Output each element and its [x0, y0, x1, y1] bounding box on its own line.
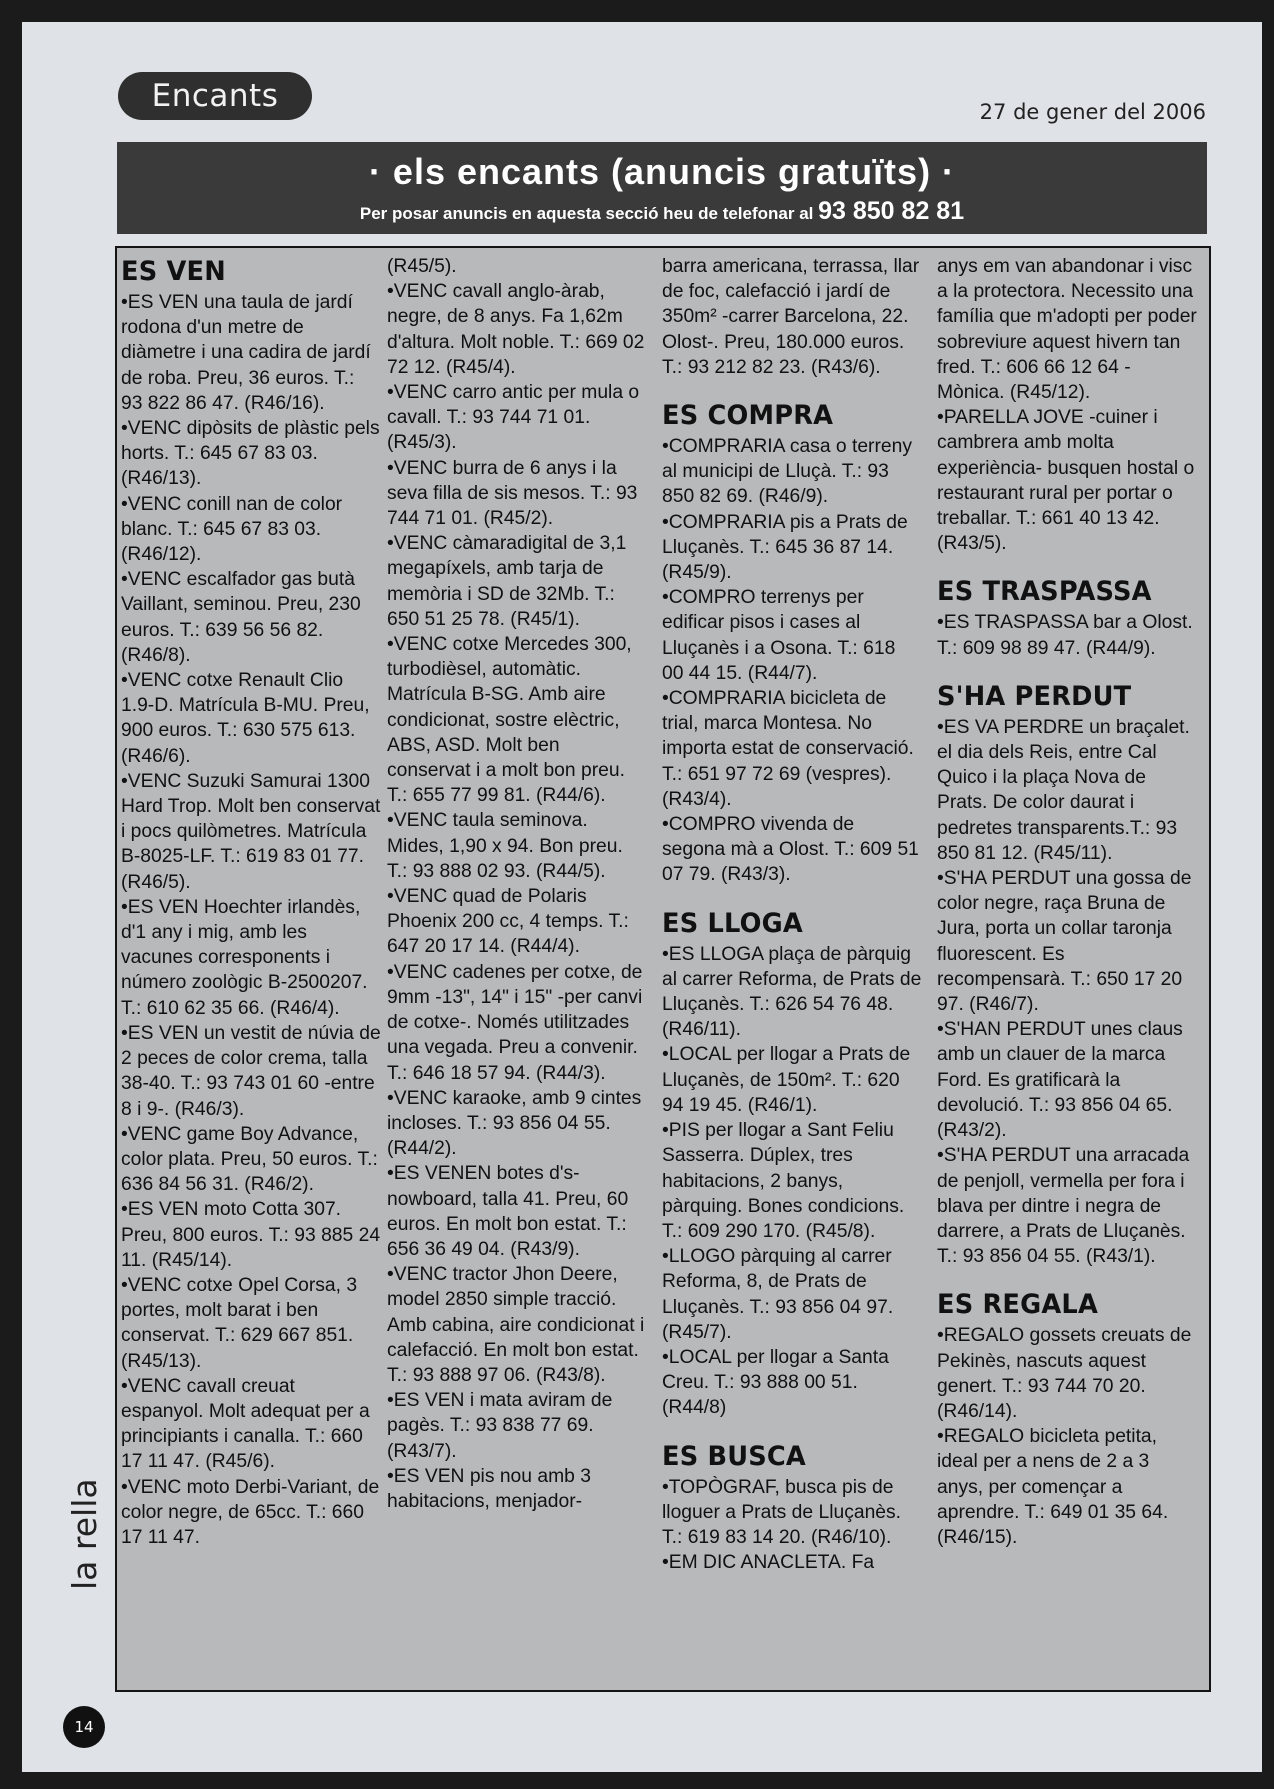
- classified-ad: •PARELLA JOVE -cuiner i cambrera amb molta experiència- busquen hostal o restaurant rural per portar o treballar. T.: 661 40 13 42. (R43/5).: [937, 407, 1195, 555]
- classified-ad: •ES VEN Hoechter irlandès, d'1 any i mig, amb les vacunes corresponents i número zoològic B-2500207. T.: 610 62 35 66. (R46/4).: [121, 896, 368, 1019]
- classified-ad: •LOCAL per llogar a Santa Creu. T.: 93 888 00 51. (R44/8): [662, 1346, 889, 1419]
- classified-ad: •VENC Suzuki Samurai 1300 Hard Trop. Molt ben conservat i pocs quilòmetres. Matrícula B-8025-LF. T.: 619 83 01 77. (R46/5).: [121, 770, 381, 893]
- classified-ad: •VENC quad de Polaris Phoenix 200 cc, 4 temps. T.: 647 20 17 14. (R44/4).: [387, 886, 629, 958]
- category-heading: ES COMPRA: [662, 400, 834, 432]
- ads-column-4: [937, 254, 1197, 1550]
- classified-ad: •ES VEN i mata aviram de pagès. T.: 93 838 77 69. (R43/7).: [387, 1390, 613, 1462]
- classified-ad: •LLOGO pàrquing al carrer Reforma, 8, de Prats de Lluçanès. T.: 93 856 04 97. (R45/7).: [662, 1246, 894, 1343]
- category-heading: ES VEN: [121, 256, 226, 287]
- classified-ad: •ES VEN moto Cotta 307. Preu, 800 euros. T.: 93 885 24 11. (R45/14).: [121, 1199, 381, 1271]
- classified-ad: •ES VEN un vestit de núvia de 2 peces de color crema, talla 38-40. T.: 93 743 01 60 -entre 8 i 9-. (R46/3).: [121, 1022, 381, 1120]
- classified-ad: •VENC cotxe Renault Clio 1.9-D. Matrícula B-MU. Preu, 900 euros. T.: 630 575 613. (R46/6).: [121, 670, 370, 767]
- classified-ad: •VENC cotxe Opel Corsa, 3 portes, molt barat i ben conservat. T.: 629 667 851. (R45/13).: [121, 1274, 358, 1372]
- ads-column-1: [121, 254, 381, 1550]
- classified-ad: •LOCAL per llogar a Prats de Lluçanès, de 150m². T.: 620 94 19 45. (R46/1).: [662, 1044, 911, 1116]
- classified-ad: •VENC cotxe Mercedes 300, turbodièsel, automàtic. Matrícula B-SG. Amb aire condicionat, sostre elèctric, ABS, ASD. Molt ben conservat i a molt bon preu. T.: 655 77 99 81. (R44/6).: [387, 634, 632, 807]
- section-label: Encants: [118, 72, 312, 120]
- classified-ad: anys em van abandonar i visc a la protectora. Necessito una família que m'adopti per poder sobreviure aquest hivern tan fred. T.: 606 66 12 64 - Mònica. (R45/12).: [937, 256, 1197, 404]
- classified-ad: •VENC moto Derbi-Variant, de color negre, de 65cc. T.: 660 17 11 47.: [121, 1476, 380, 1548]
- classified-ad: •VENC carro antic per mula o cavall. T.: 93 744 71 01. (R45/3).: [387, 382, 640, 454]
- classified-ad: •VENC conill nan de color blanc. T.: 645 67 83 03. (R46/12).: [121, 493, 343, 566]
- classified-ad: •S'HA PERDUT una arracada de penjoll, vermella per fora i blava per dintre i negra de darrere, a Prats de Lluçanès. T.: 93 856 04 55. (R43/1).: [937, 1145, 1190, 1268]
- ads-column-2: [387, 254, 647, 1514]
- classified-ad: (R45/5).: [387, 256, 457, 277]
- classified-ad: •ES VEN una taula de jardí rodona d'un metre de diàmetre i una cadira de jardí de roba. Preu, 36 euros. T.: 93 822 86 47. (R46/16).: [121, 292, 371, 414]
- classified-ad: •ES VENEN botes d's-nowboard, talla 41. Preu, 60 euros. En molt bon estat. T.: 656 36 49 04. (R43/9).: [387, 1163, 629, 1260]
- classified-ad: •PIS per llogar a Sant Feliu Sasserra. Dúplex, tres habitacions, 2 banys, pàrquing. Bones condicions. T.: 609 290 170. (R45/8).: [662, 1120, 905, 1242]
- category-heading: ES REGALA: [937, 1289, 1099, 1321]
- classified-ad: •VENC cavall creuat espanyol. Molt adequat per a principiants i canalla. T.: 660 17 11 47. (R45/6).: [121, 1375, 370, 1473]
- classified-ad: •COMPRARIA pis a Prats de Lluçanès. T.: 645 36 87 14. (R45/9).: [662, 511, 908, 584]
- banner-phone: 93 850 82 81: [818, 197, 965, 225]
- classified-ad: •VENC burra de 6 anys i la seva filla de sis mesos. T.: 93 744 71 01. (R45/2).: [387, 457, 638, 530]
- classified-ad: •REGALO gossets creuats de Pekinès, nascuts aquest genert. T.: 93 744 70 20. (R46/14).: [937, 1325, 1192, 1422]
- page-number: 14: [63, 1706, 105, 1748]
- ads-column-3: [662, 254, 922, 1575]
- classified-ad: •VENC dipòsits de plàstic pels horts. T.: 645 67 83 03. (R46/13).: [121, 418, 380, 490]
- classified-ad: •VENC escalfador gas butà Vaillant, seminou. Preu, 230 euros. T.: 639 56 56 82. (R46/8).: [121, 569, 361, 666]
- classified-ad: •TOPÒGRAF, busca pis de lloguer a Prats de Lluçanès. T.: 619 83 14 20. (R46/10).: [662, 1476, 902, 1548]
- classified-ad: •VENC game Boy Advance, color plata. Preu, 50 euros. T.: 636 84 56 31. (R46/2).: [121, 1123, 378, 1196]
- classified-ad: •REGALO bicicleta petita, ideal per a nens de 2 a 3 anys, per començar a aprendre. T.: 649 01 35 64. (R46/15).: [937, 1426, 1169, 1548]
- classified-ad: •VENC cavall anglo-àrab, negre, de 8 anys. Fa 1,62m d'altura. Molt noble. T.: 669 02 72 12. (R45/4).: [387, 281, 645, 378]
- classified-ad: •EM DIC ANACLETA. Fa: [662, 1552, 875, 1574]
- classified-ad: •ES VEN pis nou amb 3 habitacions, menjador-: [387, 1465, 591, 1512]
- classified-ad: •ES LLOGA plaça de pàrquig al carrer Reforma, de Prats de Lluçanès. T.: 626 54 76 48. (R46/11).: [662, 943, 922, 1041]
- banner-instructions: Per posar anuncis en aquesta secció heu de telefonar al: [359, 204, 814, 223]
- banner-subtitle: [117, 196, 1207, 229]
- classified-ad: barra americana, terrassa, llar de foc, calefacció i jardí de 350m² -carrer Barcelona, 22. Olost-. Preu, 180.000 euros. T.: 93 212 82 23. (R43/6).: [662, 256, 920, 378]
- banner-title: · els encants (anuncis gratuïts) ·: [368, 151, 956, 192]
- classified-ad: •VENC càmaradigital de 3,1 megapíxels, amb tarja de memòria i SD de 32Mb. T.: 650 51 25 78. (R45/1).: [387, 533, 627, 630]
- classified-ad: •COMPRARIA bicicleta de trial, marca Montesa. No importa estat de conservació. T.: 651 97 72 69 (vespres). (R43/4).: [662, 688, 914, 810]
- classified-ad: •COMPRO vivenda de segona mà a Olost. T.: 609 51 07 79. (R43/3).: [662, 814, 919, 886]
- section-banner: [117, 142, 1207, 234]
- classified-ad: •COMPRARIA casa o terreny al municipi de Lluçà. T.: 93 850 82 69. (R46/9).: [662, 436, 912, 508]
- magazine-name: la rella: [65, 1478, 104, 1590]
- classified-ad: •VENC karaoke, amb 9 cintes incloses. T.: 93 856 04 55. (R44/2).: [387, 1087, 642, 1160]
- classified-ad: •ES TRASPASSA bar a Olost. T.: 609 98 89 47. (R44/9).: [937, 612, 1193, 659]
- category-heading: ES LLOGA: [662, 907, 803, 939]
- category-heading: ES BUSCA: [662, 1440, 806, 1472]
- classified-ad: •VENC tractor Jhon Deere, model 2850 simple tracció. Amb cabina, aire condicionat i calefacció. En molt bon estat. T.: 93 888 97 06. (R43/8).: [387, 1264, 645, 1386]
- classified-ad: •S'HA PERDUT una gossa de color negre, raça Bruna de Jura, porta un collar taronja fluorescent. Es recompensarà. T.: 650 17 20 97. (R46/7).: [937, 868, 1192, 1016]
- classified-ad: •VENC cadenes per cotxe, de 9mm -13", 14" i 15" -per canvi de cotxe-. Només utilitzades una vegada. Preu a convenir. T.: 646 18 57 94. (R44/3).: [387, 961, 643, 1084]
- classified-ad: •VENC taula seminova. Mides, 1,90 x 94. Bon preu. T.: 93 888 02 93. (R44/5).: [387, 810, 623, 882]
- classified-ad: •S'HAN PERDUT unes claus amb un clauer de la marca Ford. Es gratificarà la devolució. T.: 93 856 04 65. (R43/2).: [937, 1019, 1183, 1142]
- category-heading: S'HA PERDUT: [937, 680, 1132, 712]
- classified-ad: •ES VA PERDRE un braçalet. el dia dels Reis, entre Cal Quico i la plaça Nova de Prats. De color daurat i pedretes transparents.T.: 93 850 81 12. (R45/11).: [937, 716, 1190, 864]
- classifieds-box: [115, 246, 1211, 1692]
- category-heading: ES TRASPASSA: [937, 576, 1152, 608]
- classified-ad: •COMPRO terrenys per edificar pisos i cases al Lluçanès i a Osona. T.: 618 00 44 15. (R44/7).: [662, 587, 896, 684]
- issue-date: 27 de gener del 2006: [979, 100, 1206, 124]
